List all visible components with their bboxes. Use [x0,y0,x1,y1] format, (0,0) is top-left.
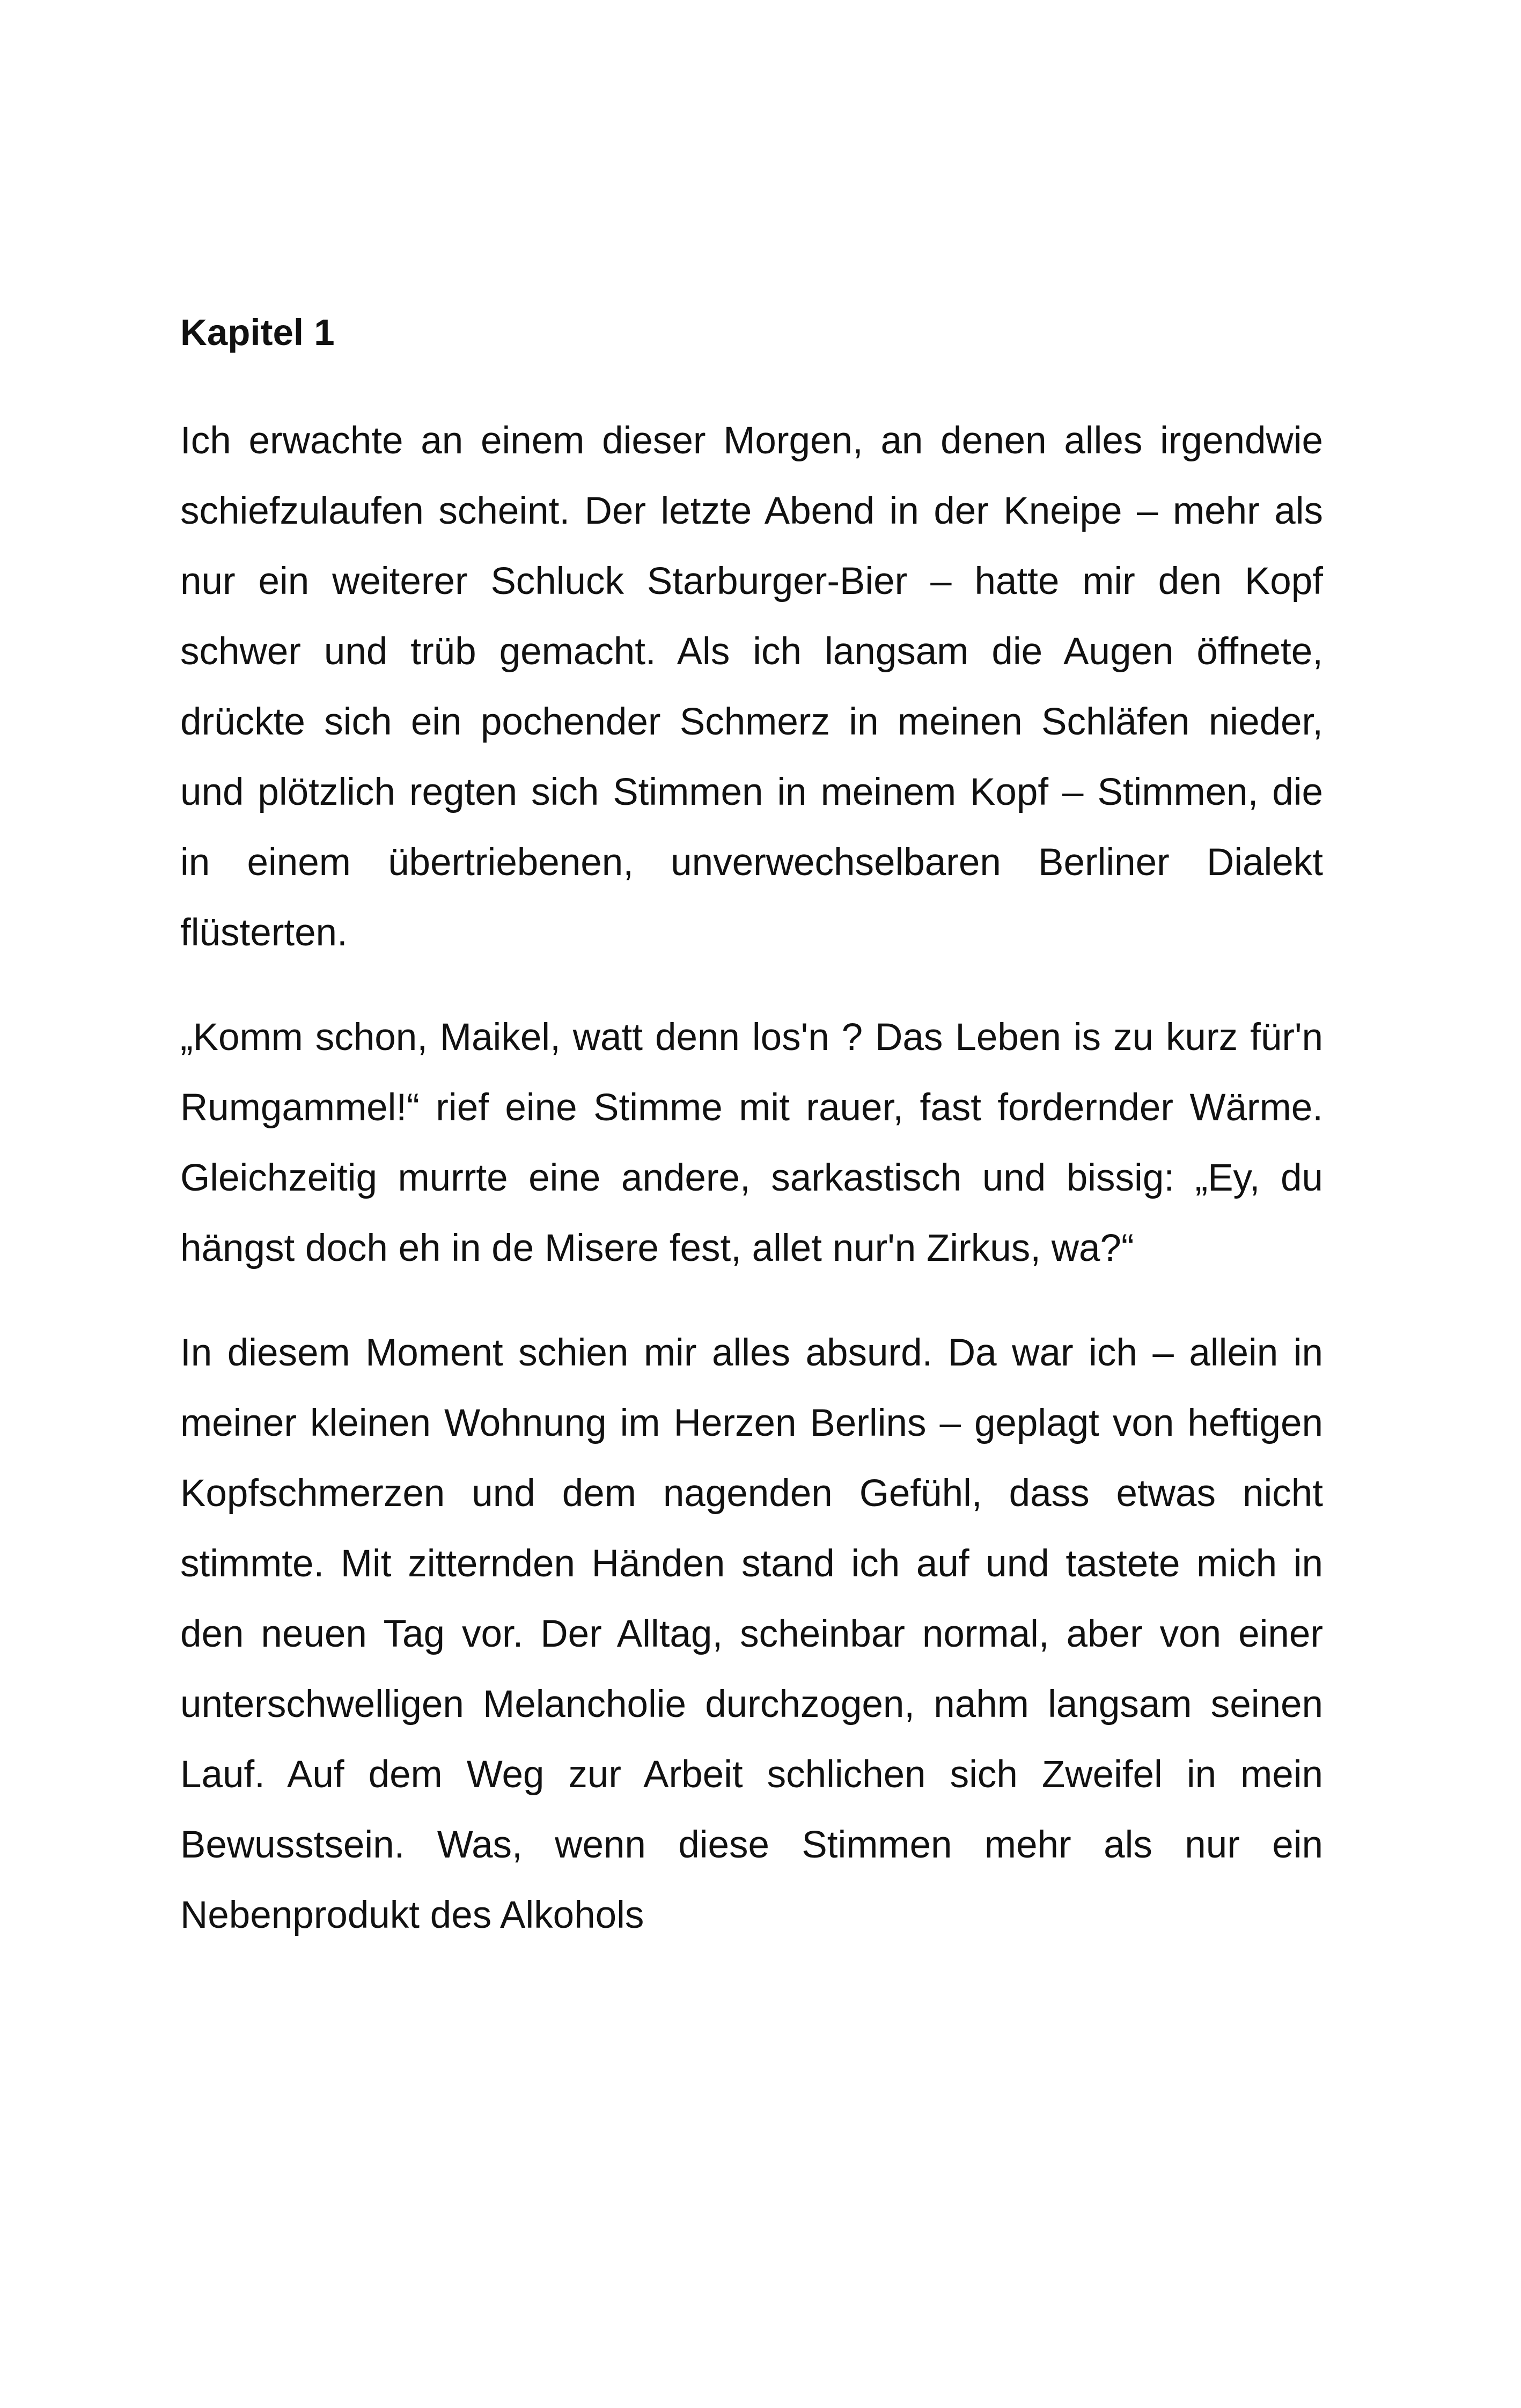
document-body [180,300,1323,1985]
chapter-title: Kapitel 1 [180,312,335,353]
paragraph-3: In diesem Moment schien mir alles absurd. Da war ich – allein in meiner kleinen Wohnung im Herzen Berlins – geplagt von heftigen Kopfschmerzen und dem nagenden Gefühl, dass etwas nicht stimmte. Mit zitternden Händen stand ich auf und tastete mich in den neuen Tag vor. Der Alltag, scheinbar normal, aber von einer unterschwelligen Melancholie durchzogen, nahm langsam seinen Lauf. Auf dem Weg zur Arbeit schlichen sich Zweifel in mein Bewusstsein. Was, wenn diese Stimmen mehr als nur ein Nebenprodukt des Alkohols [180,1332,1323,1936]
paragraph-2: „Komm schon, Maikel, watt denn los'n ? Das Leben is zu kurz für'n Rumgammel!“ rief eine Stimme mit rauer, fast fordernder Wärme. Gleichzeitig murrte eine andere, sarkastisch und bissig: „Ey, du hängst doch eh in de Misere fest, allet nur'n Zirkus, wa?“ [180,1016,1323,1269]
paragraph-1: Ich erwachte an einem dieser Morgen, an denen alles irgendwie schiefzulaufen scheint. Der letzte Abend in der Kneipe – mehr als nur ein weiterer Schluck Starburger-Bier – hatte mir den Kopf schwer und trüb gemacht. Als ich langsam die Augen öffnete, drückte sich ein pochender Schmerz in meinen Schläfen nieder, und plötzlich regten sich Stimmen in meinem Kopf – Stimmen, die in einem übertriebenen, unverwechselbaren Berliner Dialekt flüsterten. [180,420,1323,954]
